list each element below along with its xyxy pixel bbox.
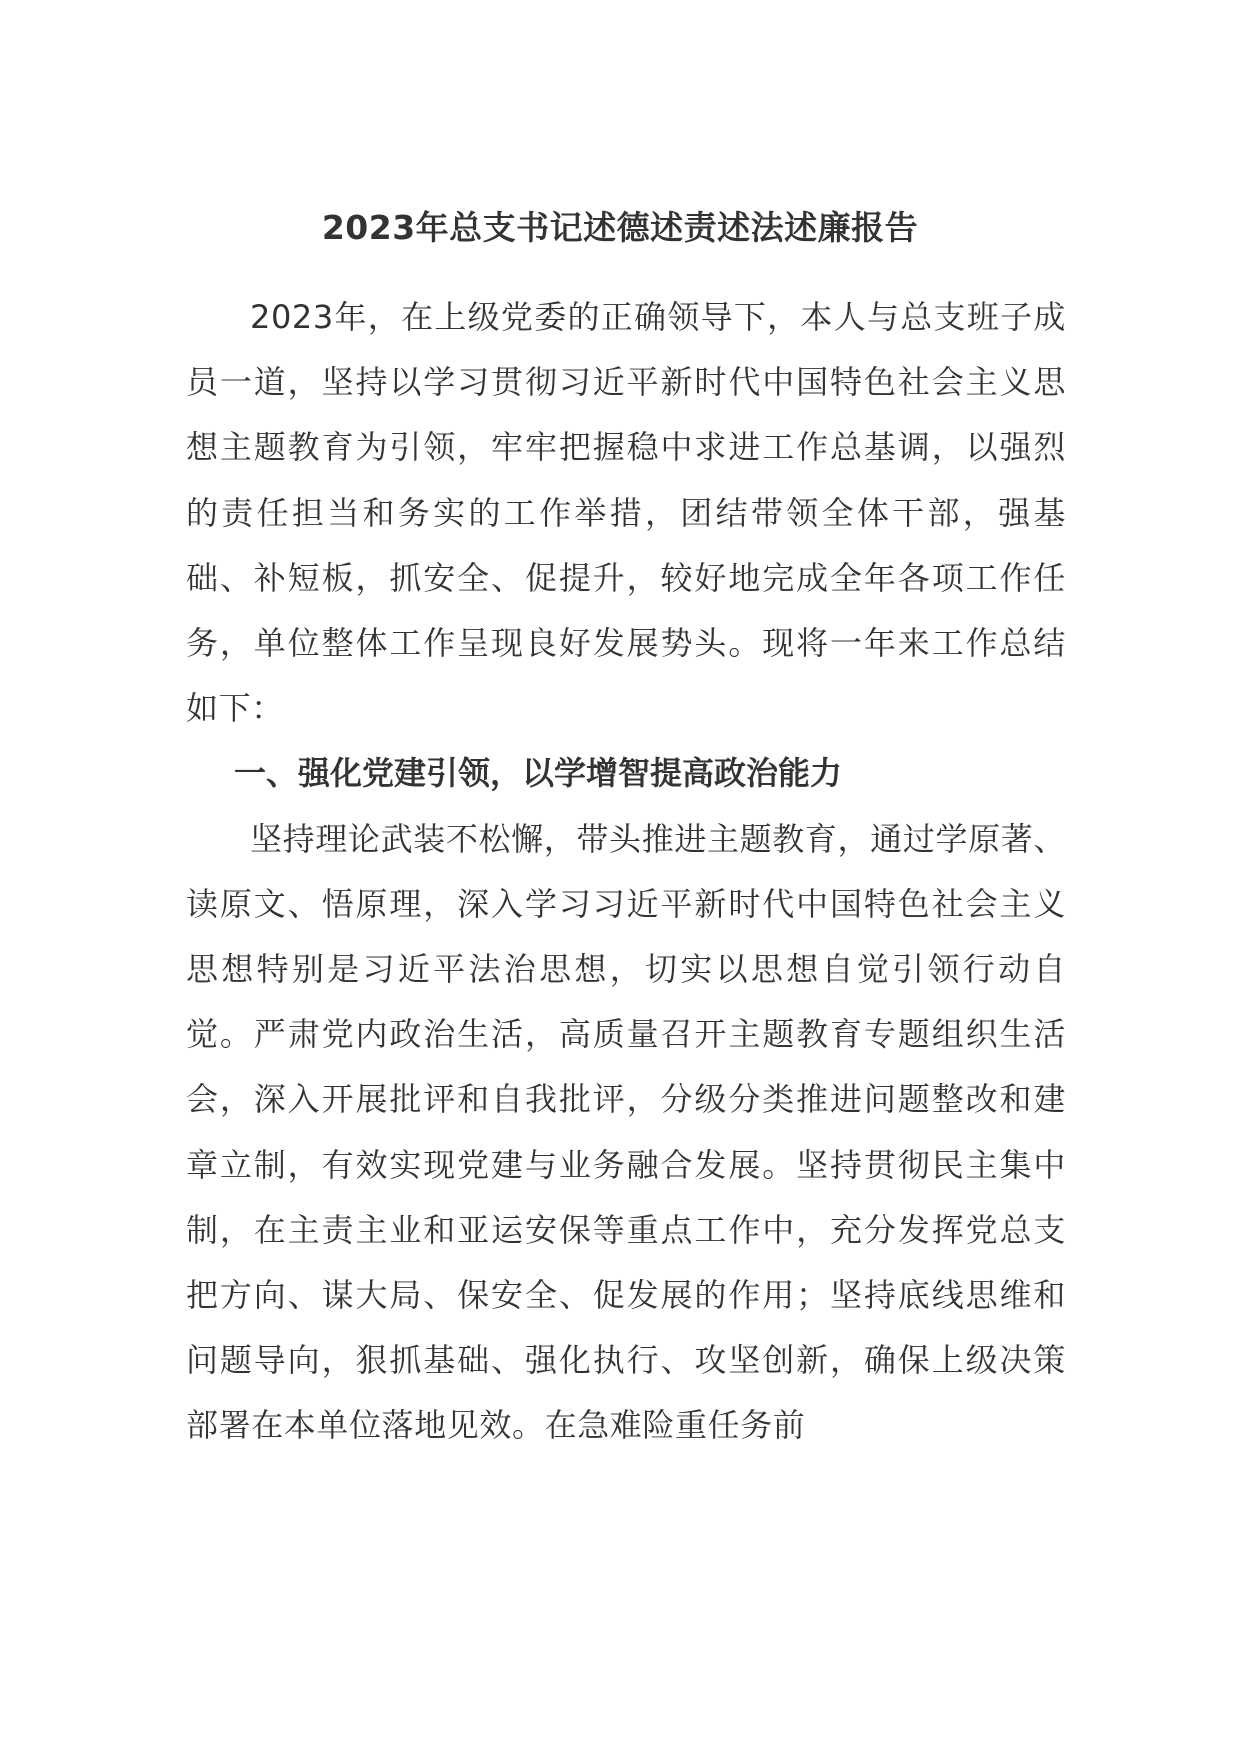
section-heading-1: 一、强化党建引领，以学增智提高政治能力 [234,754,843,793]
intro-paragraph: 2023年，在上级党委的正确领导下，本人与总支班子成员一道，坚持以学习贯彻习近平新时代中国特色社会主义思想主题教育为引领，牢牢把握稳中求进工作总基调，以强烈的责任担当和务实的工作举措，团结带领全体干部，强基础、补短板，抓安全、促提升，较好地完成全年各项工作任务，单位整体工作呈现良好发展势头。现将一年来工作总结如下： [186,298,1066,728]
document-body [186,285,1066,1459]
document-title: 2023年总支书记述德述责述法述廉报告 [321,208,919,247]
section-paragraph-1: 坚持理论武装不松懈，带头推进主题教育，通过学原著、读原文、悟原理，深入学习习近平新时代中国特色社会主义思想特别是习近平法治思想，切实以思想自觉引领行动自觉。严肃党内政治生活，高质量召开主题教育专题组织生活会，深入开展批评和自我批评，分级分类推进问题整改和建章立制，有效实现党建与业务融合发展。坚持贯彻民主集中制，在主责主业和亚运安保等重点工作中，充分发挥党总支把方向、谋大局、保安全、促发展的作用；坚持底线思维和问题导向，狠抓基础、强化执行、攻坚创新，确保上级决策部署在本单位落地见效。在急难险重任务前 [186,819,1066,1445]
